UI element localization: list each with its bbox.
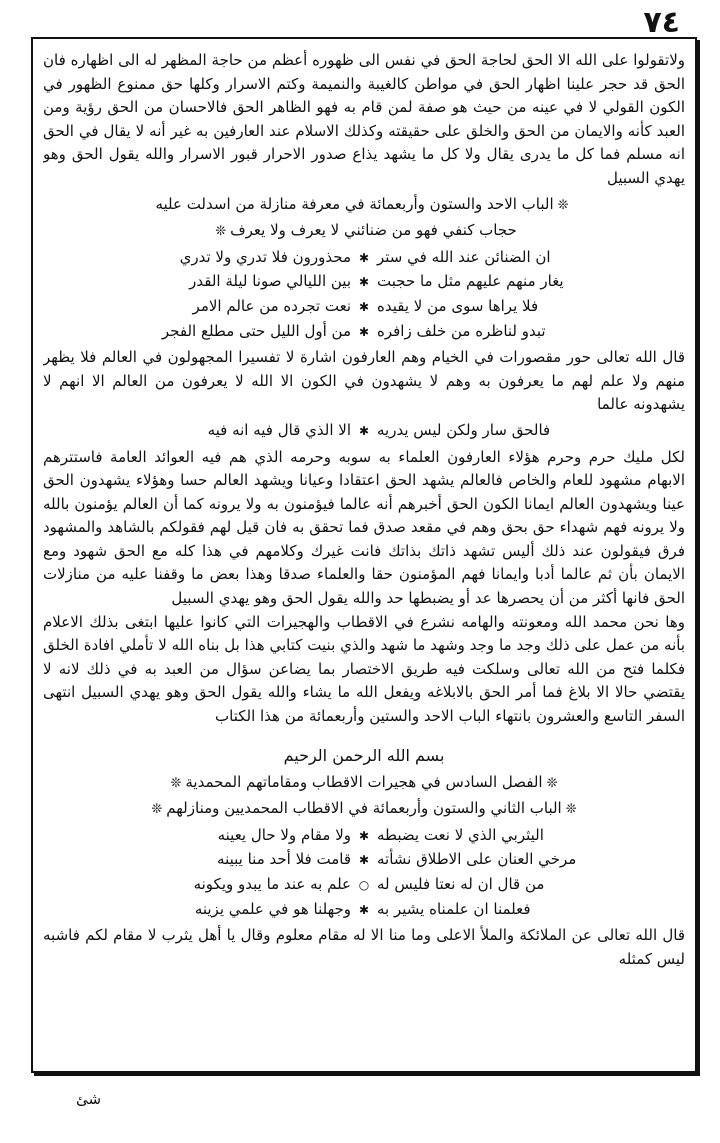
paragraph-1: ولاتقولوا على الله الا الحق لحاجة الحق في نفس الى ظهوره أعظم من حاجة المظهر له الى اظهاره فان الحق قد حجر علينا اظهار الحق في مواطن كالغيبة والنميمة وكتم الاسرار وكلها حق ممنوع الظهور في الكون القولي لا في عينه من حيث هو صفة لمن قام به فهو الظاهر الحق فالاحسان من الحق رؤية ومن العبد كأنه والايمان من الحق والخلق على حقيقته وكذلك الاسلام عند العارفين به غير أنه لا يقال في الحق انه مسلم فما كل ما يدرى يقال ولا كل ما يشهد يذاع صدور الاحرار قبور الاسرار والله يقول الحق وهو يهدي السبيل bbox=[43, 51, 685, 187]
verses-block-2 bbox=[43, 419, 685, 444]
verse-separator-icon: ✱ bbox=[358, 423, 370, 438]
verse-line bbox=[43, 824, 685, 849]
verse-line bbox=[43, 419, 685, 444]
verse-hemistich: ولا مقام ولا حال يعينه bbox=[217, 825, 351, 844]
section-heading bbox=[43, 771, 685, 796]
verse-hemistich: من قال ان له نعتا فليس له bbox=[377, 875, 545, 893]
ornament-icon: ❊ bbox=[151, 802, 163, 818]
verse-hemistich: مرخي العنان على الاطلاق نشأته bbox=[377, 850, 577, 869]
footer-signature: شئ bbox=[76, 1090, 102, 1108]
verse-hemistich: من أول الليل حتى مطلع الفجر bbox=[161, 321, 351, 340]
paragraph-5: قال الله تعالى عن الملائكة والملأ الاعلى وما منا الا له مقام معلوم وقال يا أهل يثرب لا مقام لكم فاشبه ليس كمثله bbox=[43, 926, 685, 968]
ornament-icon: ❊ bbox=[170, 775, 182, 791]
verses-block-3 bbox=[43, 824, 685, 922]
chapter-61-heading bbox=[43, 193, 685, 218]
verse-line bbox=[43, 898, 685, 923]
paragraph-4: وها نحن محمد الله ومعونته والهامه نشرع في الاقطاب والهجيرات التي كانوا عليها ابتغى بذلك الاعلام بأنه من عمل على ذلك وجد ما وجد وشهد ما شهد والذي بنيت كتابي هذا بل بناه الله لا تأملي افادة الخلق فكلما فتح من الله تعالى وسلكت فيه طريق الاختصار بما يضاعن سؤال من العبد به في ذلك لانه لا يقتضي حالا الا بلاغ فما أمر الحق بالابلاغه ويفعل الله ما يشاء والله يقول الحق وهو يهدي السبيل انتهى السفر التاسع والعشرون بانتهاء الباب الاحد والستين وأربعمائة من هذا الكتاب bbox=[43, 612, 685, 726]
verse-line bbox=[43, 246, 685, 271]
verse-hemistich: ان الضنائن عند الله في ستر bbox=[377, 247, 551, 266]
verse-line bbox=[43, 873, 685, 898]
ornament-icon: ❊ bbox=[557, 197, 569, 213]
verses-block-1 bbox=[43, 246, 685, 344]
page-frame bbox=[31, 37, 697, 1073]
verse-separator-icon: ✱ bbox=[358, 828, 370, 843]
ornament-icon: ❊ bbox=[215, 224, 227, 240]
verse-separator-icon: ✱ bbox=[358, 853, 370, 868]
verse-hemistich: يغار منهم عليهم مثل ما حجبت bbox=[377, 272, 564, 291]
verse-hemistich: محذورون فلا تدري ولا تدري bbox=[179, 247, 351, 266]
chapter-62-heading bbox=[43, 797, 685, 822]
ornament-icon: ❊ bbox=[546, 775, 558, 791]
verse-hemistich: نعت تجرده من عالم الامر bbox=[192, 296, 351, 315]
chapter-61-title: الباب الاحد والستون وأربعمائة في معرفة منازلة من اسدلت عليه bbox=[155, 194, 554, 213]
verse-hemistich: علم به عند ما يبدو ويكونه bbox=[193, 875, 351, 893]
verse-separator-icon: ✱ bbox=[358, 324, 370, 339]
verse-hemistich: وجهلنا هو في علمي يزينه bbox=[194, 899, 351, 918]
verse-line bbox=[43, 295, 685, 320]
paragraph-3: لكل مليك حرم وحرم هؤلاء العارفون العلماء به سوبه وحرمه الذي هم فيه العوائد العامة فاستترهم الابهام مشهود للعام والخاص فالعالم يشهد الحق اعتقادا وعيانا ويشهد العالم حسا وهؤلاء يشهدون الحق عينا ويشهدون العالم ايمانا الكون الحق أخبرهم أنه عالما فيؤمنون به ولا يرونه كما أن العالم يؤمنون بالله ولا يرونه فهم شهداء حق بحق وهم في مقعد صدق فما تحقق به فان قيل لهم فقولكم بالشاهد والمشهود فرق فيقولون عند ذلك أليس تشهد ذاتك بذاتك فانت غيرك وكلامهم في هذا كله مع الحق شهود ومع الايمان بأن ثم عالما أدبا وايمانا فهم المؤمنون حقا والعلماء صدقا وهذا بعض ما وقفنا عليه من منازلات الحق فانها أكثر من أن يحصرها عد أو يضبطها حد والله يقول الحق وهو يهدي السبيل bbox=[43, 447, 685, 608]
verse-hemistich: اليثربي الذي لا نعت يضبطه bbox=[377, 825, 544, 844]
verse-hemistich: الا الذي قال فيه انه فيه bbox=[207, 420, 351, 439]
verse-separator-icon: ✱ bbox=[358, 902, 370, 917]
verse-hemistich: بين الليالي صونا ليلة القدر bbox=[189, 272, 351, 291]
chapter-61-subheading bbox=[43, 219, 685, 244]
verse-hemistich: قامت فلا أحد منا يبينه bbox=[217, 850, 351, 869]
chapter-62-title: الباب الثاني والستون وأربعمائة في الاقطاب المحمديين ومنازلهم bbox=[166, 799, 562, 818]
verse-hemistich: تبدو لناظره من خلف زافره bbox=[377, 321, 546, 340]
verse-line bbox=[43, 270, 685, 295]
verse-hemistich: فالحق سار ولكن ليس يدريه bbox=[377, 420, 551, 439]
verse-separator-icon: ✱ bbox=[358, 275, 370, 290]
verse-separator-icon: ○ bbox=[358, 878, 370, 892]
section-heading-text: الفصل السادس في هجيرات الاقطاب ومقاماتهم المحمدية bbox=[185, 772, 543, 791]
page-number: ٧٤ bbox=[643, 5, 680, 40]
verse-hemistich: فلا يراها سوى من لا يقيده bbox=[377, 296, 539, 315]
verse-separator-icon: ✱ bbox=[358, 250, 370, 265]
paragraph-2: قال الله تعالى حور مقصورات في الخيام وهم العارفون اشارة لا تفسيرا المجهولون في العالم فلا يظهر منهم ولا علم لهم ما يعرفون به وهم لا يشهدون في الكون الا الله لا يعرفون من العالم الا انهم لا يشهدونه عالما bbox=[43, 348, 685, 414]
verse-line bbox=[43, 320, 685, 345]
verse-hemistich: فعلمنا ان علمناه يشير به bbox=[377, 899, 531, 918]
verse-separator-icon: ✱ bbox=[358, 299, 370, 314]
ornament-icon: ❊ bbox=[565, 802, 577, 818]
chapter-61-subtitle: حجاب كنفي فهو من ضنائني لا يعرف ولا يعرف bbox=[230, 221, 517, 240]
verse-line bbox=[43, 848, 685, 873]
basmala: بسم الله الرحمن الرحيم bbox=[283, 745, 445, 765]
text-body bbox=[43, 49, 685, 1063]
